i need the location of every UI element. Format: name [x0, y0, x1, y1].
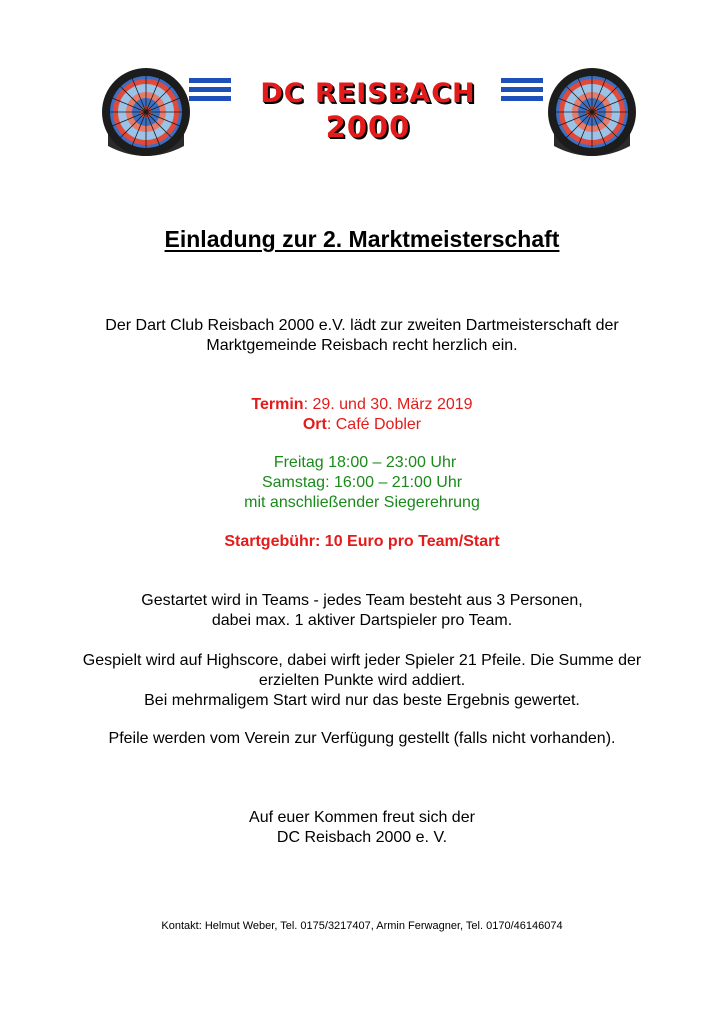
closing-line-1: Auf euer Kommen freut sich der	[249, 809, 475, 826]
dartboard-icon	[100, 66, 192, 166]
entry-fee: Startgebühr: 10 Euro pro Team/Start	[224, 533, 500, 550]
ort-line	[40, 415, 684, 435]
closing-text	[40, 808, 684, 848]
event-date-location	[40, 395, 684, 435]
page-title: Einladung zur 2. Marktmeisterschaft	[164, 226, 560, 252]
scoring-rules	[40, 651, 684, 711]
event-times	[40, 453, 684, 513]
ort-value: : Café Dobler	[326, 416, 422, 433]
termin-line	[40, 395, 684, 415]
termin-value: : 29. und 30. März 2019	[303, 396, 473, 413]
dartboard-icon	[546, 66, 638, 166]
logo-line-2: 2000	[325, 110, 411, 144]
scoring-line-1: Gespielt wird auf Highscore, dabei wirft jeder Spieler 21 Pfeile. Die Summe der	[82, 652, 642, 669]
header	[0, 60, 724, 170]
scoring-line-3: Bei mehrmaligem Start wird nur das beste Ergebnis gewertet.	[144, 692, 580, 709]
blue-stripes-left	[189, 78, 231, 108]
intro-line-1: Der Dart Club Reisbach 2000 e.V. lädt zur zweiten Dartmeisterschaft der	[105, 317, 619, 334]
intro-line-2: Marktgemeinde Reisbach recht herzlich ein.	[206, 337, 518, 354]
ort-label: Ort	[302, 416, 327, 433]
blue-stripes-right	[501, 78, 543, 108]
scoring-line-2: erzielten Punkte wird addiert.	[258, 672, 466, 689]
ceremony-note: mit anschließender Siegerehrung	[244, 494, 480, 511]
closing-line-2: DC Reisbach 2000 e. V.	[276, 829, 448, 846]
darts-provided-note: Pfeile werden vom Verein zur Verfügung gestellt (falls nicht vorhanden).	[108, 730, 616, 747]
team-rules-line-1: Gestartet wird in Teams - jedes Team besteht aus 3 Personen,	[141, 592, 583, 609]
logo-line-1: DC REISBACH	[260, 78, 476, 109]
termin-label: Termin	[251, 396, 304, 413]
saturday-time: Samstag: 16:00 – 21:00 Uhr	[261, 474, 463, 491]
contact-info: Kontakt: Helmut Weber, Tel. 0175/3217407, Armin Ferwagner, Tel. 0170/46146074	[161, 920, 563, 932]
team-rules-line-2: dabei max. 1 aktiver Dartspieler pro Team.	[211, 612, 513, 629]
club-logo	[250, 78, 486, 144]
team-rules	[40, 591, 684, 631]
intro-text	[40, 316, 684, 356]
friday-time: Freitag 18:00 – 23:00 Uhr	[273, 454, 457, 471]
